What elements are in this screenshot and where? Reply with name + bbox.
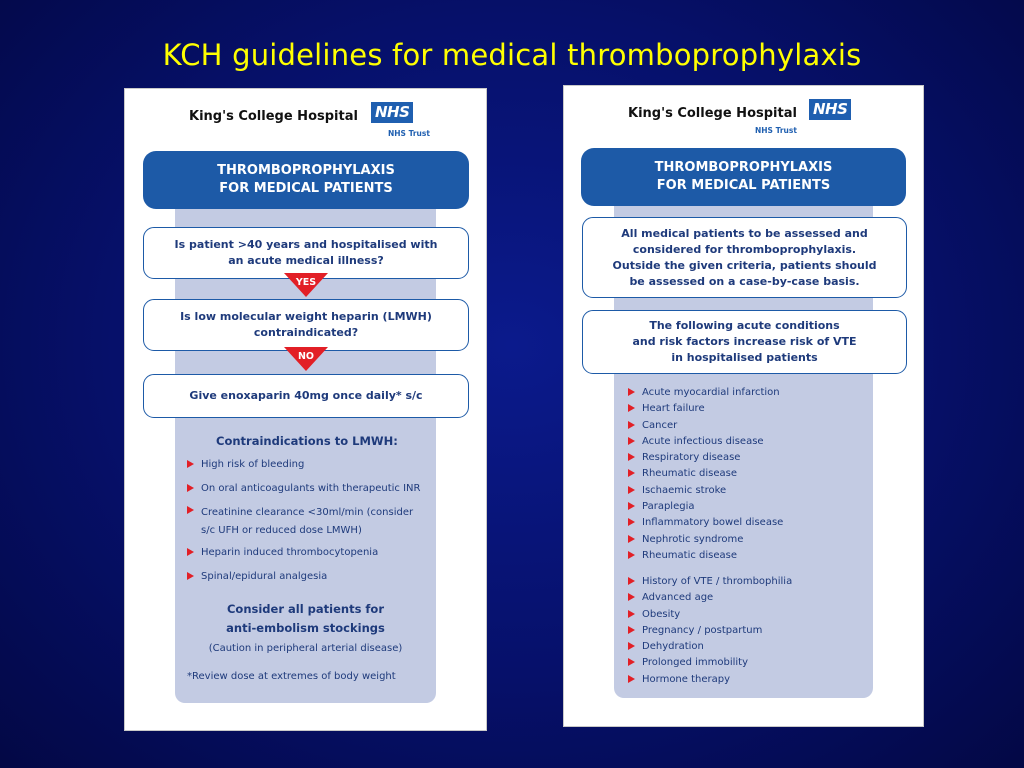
conditions-line: The following acute conditions: [649, 319, 840, 332]
list-item: Paraplegia: [628, 500, 868, 513]
list-item: Hormone therapy: [628, 673, 868, 686]
list-item: Heart failure: [628, 402, 868, 415]
hospital-name: King's College Hospital: [189, 109, 358, 124]
list-item: Inflammatory bowel disease: [628, 516, 868, 529]
nhs-trust-label: NHS Trust: [755, 126, 797, 135]
conditions-list: [628, 386, 868, 562]
list-item: Pregnancy / postpartum: [628, 624, 868, 637]
list-item: Prolonged immobility: [628, 656, 868, 669]
banner-line: THROMBOPROPHYLAXIS: [654, 160, 833, 175]
list-item: Acute myocardial infarction: [628, 386, 868, 399]
list-item: Rheumatic disease: [628, 467, 868, 480]
question-line: Is low molecular weight heparin (LMWH): [180, 310, 432, 323]
advice-line: anti-embolism stockings: [226, 621, 385, 635]
action-box: [143, 374, 469, 418]
banner-line: THROMBOPROPHYLAXIS: [217, 163, 395, 178]
risk-factors-list: [628, 575, 868, 686]
list-item: On oral anticoagulants with therapeutic INR: [187, 482, 437, 495]
yes-label: YES: [295, 277, 317, 288]
question-line: an acute medical illness?: [228, 254, 384, 267]
assessment-line: Outside the given criteria, patients should: [612, 258, 877, 272]
list-item: Dehydration: [628, 640, 868, 653]
title-banner: [143, 151, 469, 209]
contraindications-heading: Contraindications to LMWH:: [216, 434, 398, 448]
list-item: Obesity: [628, 608, 868, 621]
assessment-line: considered for thromboprophylaxis.: [632, 242, 857, 256]
contraindications-list: [187, 458, 437, 583]
list-item: Nephrotic syndrome: [628, 533, 868, 546]
question-box-age: [143, 227, 469, 279]
conditions-box: [582, 310, 907, 374]
list-item-text: Creatinine clearance <30ml/min (consider: [201, 507, 414, 518]
list-item: [187, 504, 437, 540]
list-item: Rheumatic disease: [628, 549, 868, 562]
list-item: Ischaemic stroke: [628, 484, 868, 497]
list-item: History of VTE / thrombophilia: [628, 575, 868, 588]
list-item: High risk of bleeding: [187, 458, 437, 471]
list-item: Spinal/epidural analgesia: [187, 570, 437, 583]
no-label: NO: [297, 351, 315, 362]
assessment-line: All medical patients to be assessed and: [621, 226, 868, 240]
action-text: Give enoxaparin 40mg once daily* s/c: [189, 389, 423, 402]
stockings-advice: [175, 600, 436, 638]
assessment-line: be assessed on a case-by-case basis.: [629, 274, 860, 288]
dose-footnote: *Review dose at extremes of body weight: [187, 671, 396, 682]
nhs-logo: NHS: [809, 99, 851, 120]
list-item-continuation: s/c UFH or reduced dose LMWH): [201, 525, 362, 536]
banner-line: FOR MEDICAL PATIENTS: [219, 181, 393, 196]
conditions-line: in hospitalised patients: [671, 351, 818, 364]
question-line: contraindicated?: [253, 326, 359, 339]
list-item: Heparin induced thrombocytopenia: [187, 546, 437, 559]
list-item: Acute infectious disease: [628, 435, 868, 448]
list-item: Respiratory disease: [628, 451, 868, 464]
question-box-lmwh: [143, 299, 469, 351]
title-banner: [581, 148, 906, 206]
nhs-trust-label: NHS Trust: [388, 129, 430, 138]
caution-note: (Caution in peripheral arterial disease): [208, 643, 403, 654]
flowchart-card-left: [124, 88, 487, 731]
risk-card-right: [563, 85, 924, 727]
assessment-box: [582, 217, 907, 298]
nhs-logo: NHS: [371, 102, 413, 123]
list-item: Advanced age: [628, 591, 868, 604]
question-line: Is patient >40 years and hospitalised with: [174, 238, 438, 251]
list-item: Cancer: [628, 419, 868, 432]
conditions-line: and risk factors increase risk of VTE: [632, 335, 857, 348]
banner-line: FOR MEDICAL PATIENTS: [656, 178, 831, 193]
advice-line: Consider all patients for: [226, 602, 384, 616]
slide-title: KCH guidelines for medical thromboprophylaxis: [162, 38, 862, 72]
hospital-name: King's College Hospital: [628, 106, 797, 121]
